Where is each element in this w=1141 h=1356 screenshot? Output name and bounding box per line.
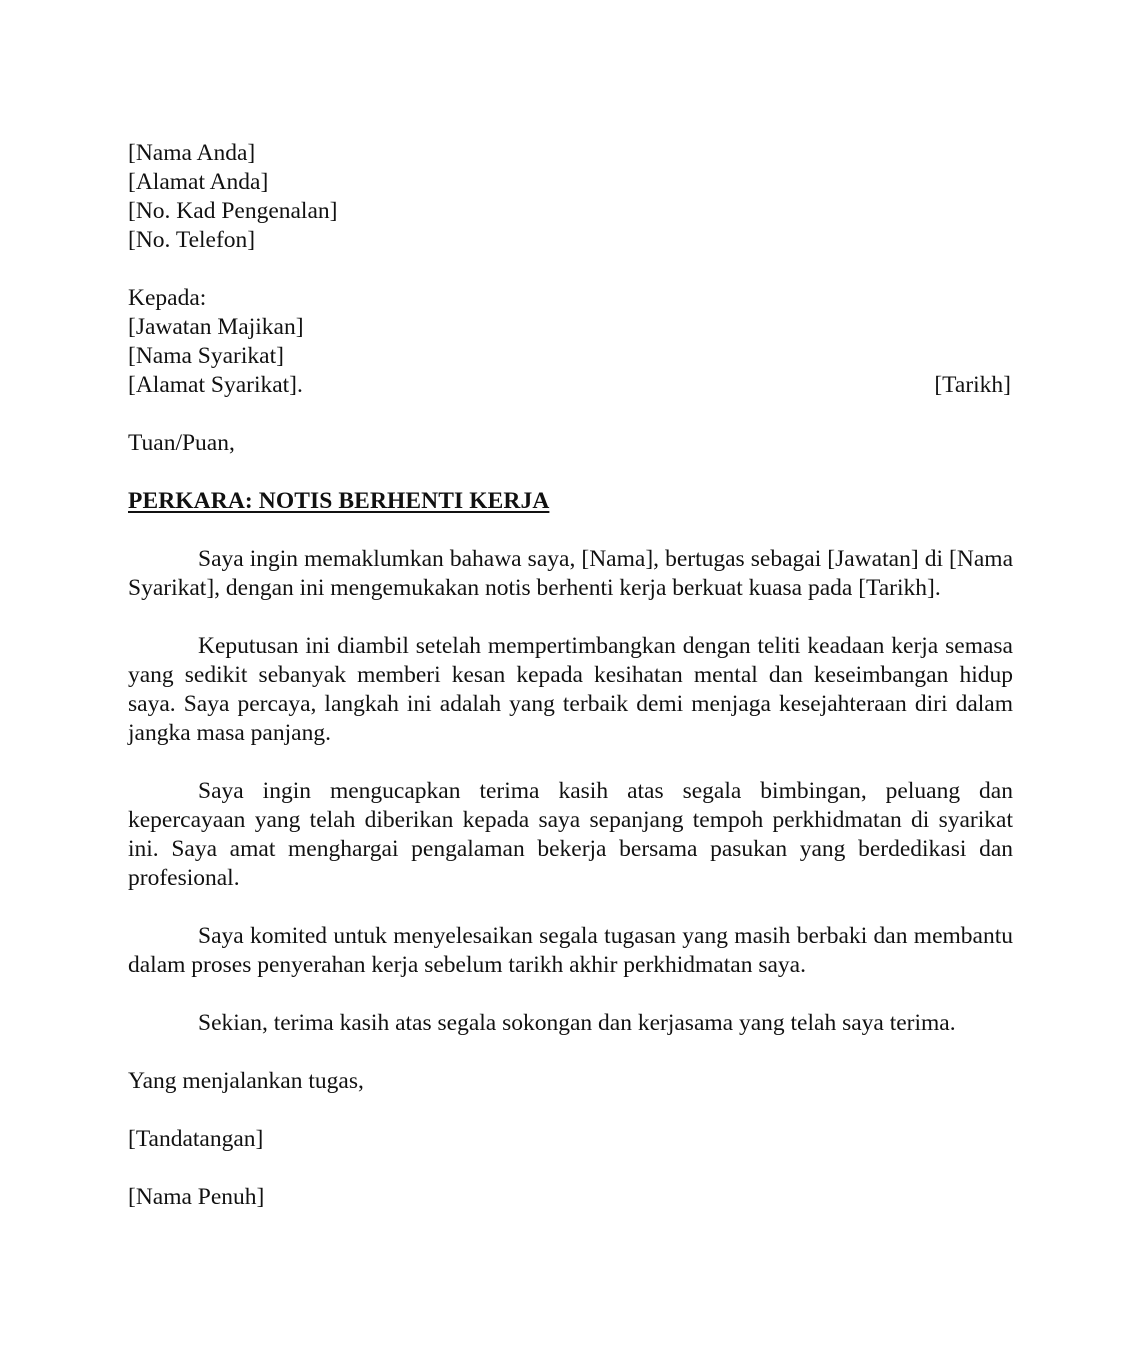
recipient-address-block: [128, 284, 1013, 400]
paragraph-3: Saya ingin mengucapkan terima kasih atas segala bimbingan, peluang dan kepercayaan yang telah diberikan kepada saya sepanjang tempoh perkhidmatan di syarikat ini. Saya amat menghargai pengalaman bekerja bersama pasukan yang berdedikasi dan profesional.: [128, 778, 1013, 891]
sender-ic-line: [No. Kad Pengenalan]: [128, 198, 338, 224]
subject-heading: PERKARA: NOTIS BERHENTI KERJA: [128, 488, 550, 514]
spacer: [128, 980, 1013, 1009]
full-name-placeholder: [Nama Penuh]: [128, 1184, 265, 1210]
signature-placeholder: [Tandatangan]: [128, 1126, 264, 1152]
recipient-company-line: [Nama Syarikat]: [128, 343, 284, 369]
recipient-position-line: [Jawatan Majikan]: [128, 314, 304, 340]
paragraph-5: Sekian, terima kasih atas segala sokongan dan kerjasama yang telah saya terima.: [198, 1010, 956, 1036]
sender-phone-line: [No. Telefon]: [128, 227, 256, 253]
spacer: [128, 748, 1013, 777]
paragraph-1: Saya ingin memaklumkan bahawa saya, [Nama], bertugas sebagai [Jawatan] di [Nama Syarikat], dengan ini mengemukakan notis berhenti kerja berkuat kuasa pada [Tarikh].: [128, 546, 1013, 601]
spacer: [128, 516, 1013, 545]
recipient-label: Kepada:: [128, 285, 207, 311]
valediction: Yang menjalankan tugas,: [128, 1068, 364, 1094]
recipient-address-and-date-line: [128, 371, 1013, 400]
salutation: Tuan/Puan,: [128, 430, 235, 456]
spacer: [128, 255, 1013, 284]
spacer: [128, 893, 1013, 922]
letter-date: [Tarikh]: [934, 372, 1011, 398]
paragraph-4: Saya komited untuk menyelesaikan segala tugasan yang masih berbaki dan membantu dalam proses penyerahan kerja sebelum tarikh akhir perkhidmatan saya.: [128, 923, 1013, 978]
document-body: [128, 139, 1013, 1212]
spacer: [128, 1096, 1013, 1125]
spacer: [128, 603, 1013, 632]
spacer: [128, 1038, 1013, 1067]
subject-heading-row: [128, 487, 1013, 516]
spacer: [128, 400, 1013, 429]
spacer: [128, 458, 1013, 487]
sender-address-block: [128, 139, 1013, 255]
sender-address-line: [Alamat Anda]: [128, 169, 269, 195]
paragraph-2: Keputusan ini diambil setelah mempertimbangkan dengan teliti keadaan kerja semasa yang sedikit sebanyak memberi kesan kepada kesihatan mental dan keseimbangan hidup saya. Saya percaya, langkah ini adalah yang terbaik demi menjaga kesejahteraan diri dalam jangka masa panjang.: [128, 633, 1013, 746]
sender-name-line: [Nama Anda]: [128, 140, 256, 166]
recipient-address-line: [Alamat Syarikat].: [128, 372, 303, 398]
spacer: [128, 1154, 1013, 1183]
